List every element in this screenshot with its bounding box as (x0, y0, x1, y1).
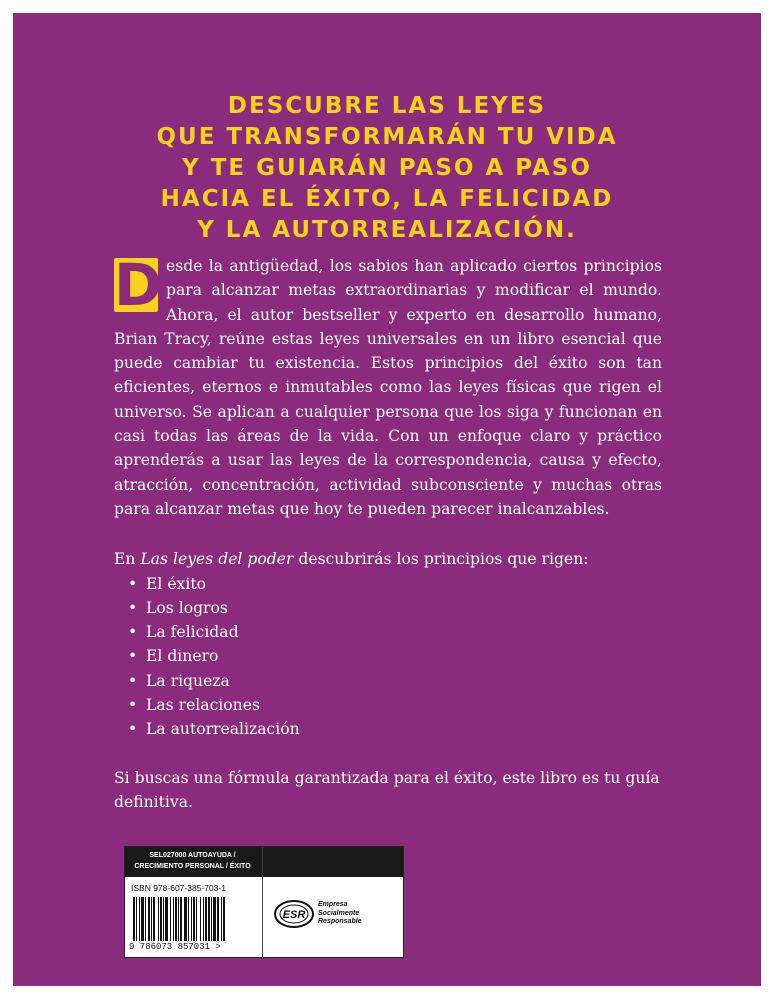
category-line: SEL027000 AUTOAYUDA / (149, 852, 236, 859)
intro-suffix: descubrirás los principios que rigen: (293, 550, 589, 569)
esr-logo-icon (273, 899, 315, 929)
list-item: • El dinero (128, 644, 662, 668)
closing-text: Si buscas una fórmula garantizada para el éxito, este libro es tu guía definitiva. (114, 768, 660, 811)
headline-line: DESCUBRE LAS LEYES (227, 93, 547, 119)
list-item: • La felicidad (128, 620, 662, 644)
back-cover (13, 13, 761, 986)
list-item: • La autorrealización (128, 717, 662, 741)
esr-line: Socialmente (318, 909, 360, 917)
list-item: • El éxito (128, 572, 662, 596)
paragraph-text: esde la antigüedad, los sabios han aplicado ciertos principios para alcanzar metas extraordinarias y modificar el mundo. Ahora, el autor bestseller y experto en desarrollo humano, Brian Tracy, reúne estas leyes universales en un libro esencial que puede cambiar tu existencia. Estos principios del éxito son tan eficientes, eternos e inmutables como las leyes físicas que rigen el universo. Se aplican a cualquier persona que los siga y funcionan en casi todas las áreas de la vida. Con un enfoque claro y práctico aprenderás a usar las leyes de la correspondencia, causa y efecto, atracción, concentración, actividad subconsciente y muchas otras para alcanzar metas que hoy te pueden parecer inalcanzables. (114, 257, 662, 518)
barcode-icon (133, 897, 255, 941)
topics-intro (114, 547, 662, 571)
isbn-label: ISBN 978-607-385-703-1 (131, 883, 226, 893)
description-paragraph (114, 251, 662, 521)
divider (262, 847, 263, 959)
headline (13, 91, 761, 246)
barcode-panel (124, 846, 404, 958)
category-line: CRECIMIENTO PERSONAL / ÉXITO (134, 863, 251, 870)
headline-line: Y TE GUIARÁN PASO A PASO (182, 155, 592, 181)
esr-line: Responsable (318, 918, 362, 925)
esr-line: Empresa (318, 901, 348, 908)
category-label (125, 850, 260, 872)
list-item: • Las relaciones (128, 693, 662, 717)
topics-list (114, 572, 662, 742)
headline-line: QUE TRANSFORMARÁN TU VIDA (156, 124, 618, 150)
esr-label (318, 901, 362, 927)
book-title: Las leyes del poder (140, 550, 294, 569)
list-item: • Los logros (128, 596, 662, 620)
barcode-digits: 9 786073 857031 > (129, 942, 221, 952)
headline-line: HACIA EL ÉXITO, LA FELICIDAD (160, 186, 614, 212)
intro-prefix: En (114, 550, 141, 569)
headline-line: Y LA AUTORREALIZACIÓN. (197, 217, 577, 243)
category-strip (125, 847, 403, 877)
esr-logo-text: ESR (282, 909, 306, 921)
drop-cap: D (114, 251, 163, 319)
description (114, 251, 662, 830)
list-item: • La riqueza (128, 669, 662, 693)
